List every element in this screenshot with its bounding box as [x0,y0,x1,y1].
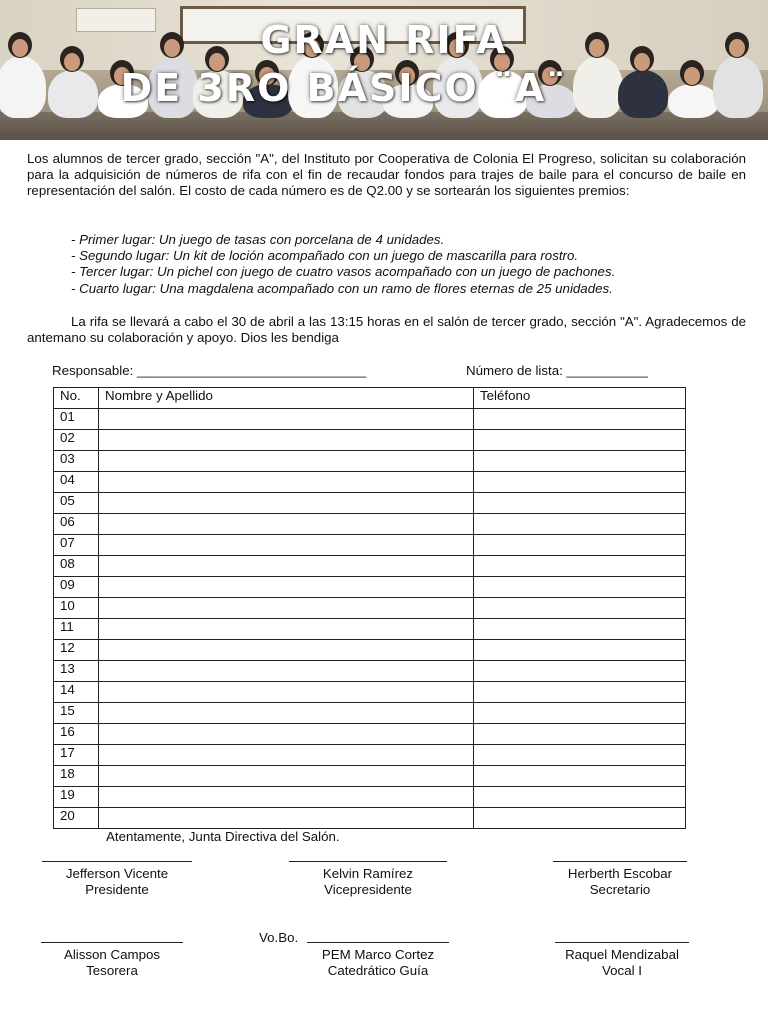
row-number: 02 [54,430,99,451]
name-cell[interactable] [99,682,474,703]
responsable-field[interactable]: Responsable: _______________________________ [52,363,367,378]
table-row [54,493,686,514]
name-cell[interactable] [99,640,474,661]
prize-item: - Segundo lugar: Un kit de loción acompañado con un juego de mascarilla para rostro. [71,248,579,264]
table-row [54,514,686,535]
signer-name: Herberth Escobar [567,866,673,881]
phone-cell[interactable] [474,514,686,535]
signer-name: PEM Marco Cortez [321,947,435,962]
name-cell[interactable] [99,514,474,535]
table-row [54,409,686,430]
signer-role: Tesorera [86,963,138,978]
phone-cell[interactable] [474,472,686,493]
prize-list [71,232,615,297]
name-cell[interactable] [99,619,474,640]
name-cell[interactable] [99,766,474,787]
table-header-row [54,388,686,409]
row-number: 08 [54,556,99,577]
row-number: 07 [54,535,99,556]
table-row [54,682,686,703]
row-number: 20 [54,808,99,829]
header-number: No. [54,388,99,409]
signature-block [37,861,197,898]
row-number: 12 [54,640,99,661]
signer-name: Jefferson Vicente [65,866,169,881]
row-number: 06 [54,514,99,535]
row-number: 13 [54,661,99,682]
signer-role: Catedrático Guía [327,963,429,978]
phone-cell[interactable] [474,556,686,577]
row-number: 01 [54,409,99,430]
phone-cell[interactable] [474,808,686,829]
table-row [54,640,686,661]
list-number-field[interactable]: Número de lista: ___________ [466,363,648,378]
signer-name: Kelvin Ramírez [322,866,414,881]
intro-paragraph: Los alumnos de tercer grado, sección "A", del Instituto por Cooperativa de Colonia El Progreso, solicitan su colaboración para la adquisición de números de rifa con el fin de recaudar fondos para trajes de baile para el concurso de baile en representación del salón. El costo de cada número es de Q2.00 y se sortearán los siguientes premios: [27,151,746,199]
signature-block [37,942,187,979]
table-row [54,787,686,808]
table-row [54,556,686,577]
table-row [54,577,686,598]
phone-cell[interactable] [474,766,686,787]
row-number: 05 [54,493,99,514]
signature-line [555,942,689,943]
signer-role: Presidente [85,882,149,897]
table-row [54,619,686,640]
header-name: Nombre y Apellido [99,388,474,409]
banner-photo [0,0,768,140]
phone-cell[interactable] [474,682,686,703]
name-cell[interactable] [99,661,474,682]
signature-line [289,861,447,862]
banner-title-line1: GRAN RIFA [260,18,508,62]
name-cell[interactable] [99,493,474,514]
phone-cell[interactable] [474,703,686,724]
table-row [54,808,686,829]
signer-name: Raquel Mendizabal [565,947,679,962]
row-number: 03 [54,451,99,472]
phone-cell[interactable] [474,661,686,682]
signature-line [42,861,192,862]
banner-title-line2: DE 3RO BÁSICO ¨A¨ [120,66,568,110]
table-row [54,451,686,472]
row-number: 15 [54,703,99,724]
name-cell[interactable] [99,703,474,724]
row-number: 17 [54,745,99,766]
row-number: 11 [54,619,99,640]
prize-item: - Cuarto lugar: Una magdalena acompañado con un ramo de flores eternas de 25 unidades. [71,280,613,296]
row-number: 10 [54,598,99,619]
name-cell[interactable] [99,745,474,766]
table-row [54,472,686,493]
name-cell[interactable] [99,556,474,577]
prize-item: - Tercer lugar: Un pichel con juego de cuatro vasos acompañado con un juego de pachones. [71,264,616,280]
phone-cell[interactable] [474,535,686,556]
phone-cell[interactable] [474,619,686,640]
signature-block [300,942,456,979]
signature-block [552,942,692,979]
name-cell[interactable] [99,598,474,619]
table-row [54,766,686,787]
phone-cell[interactable] [474,409,686,430]
vobo-label: Vo.Bo. [259,930,299,945]
phone-cell[interactable] [474,577,686,598]
signer-role: Vicepresidente [324,882,412,897]
name-cell[interactable] [99,430,474,451]
name-cell[interactable] [99,409,474,430]
closing-text: Atentamente, Junta Directiva del Salón. [106,829,340,844]
signature-line [553,861,687,862]
signature-block [550,861,690,898]
signature-line [307,942,449,943]
name-cell[interactable] [99,787,474,808]
phone-cell[interactable] [474,451,686,472]
phone-cell[interactable] [474,640,686,661]
table-row [54,430,686,451]
prize-item: - Primer lugar: Un juego de tasas con porcelana de 4 unidades. [71,232,445,247]
signer-name: Alisson Campos [63,947,161,962]
table-row [54,745,686,766]
details-text: La rifa se llevará a cabo el 30 de abril a las 13:15 horas en el salón de tercer grado, sección "A". Agradecemos de antemano su colaboración y apoyo. Dios les bendiga [27,314,746,346]
row-number: 04 [54,472,99,493]
name-cell[interactable] [99,472,474,493]
name-cell[interactable] [99,535,474,556]
table-row [54,598,686,619]
details-paragraph [27,314,746,346]
phone-cell[interactable] [474,598,686,619]
row-number: 19 [54,787,99,808]
table-row [54,535,686,556]
signer-role: Secretario [589,882,651,897]
row-number: 16 [54,724,99,745]
table-row [54,661,686,682]
phone-cell[interactable] [474,724,686,745]
table-row [54,703,686,724]
phone-cell[interactable] [474,430,686,451]
name-cell[interactable] [99,724,474,745]
row-number: 09 [54,577,99,598]
name-cell[interactable] [99,577,474,598]
phone-cell[interactable] [474,493,686,514]
table-row [54,724,686,745]
signature-line [41,942,183,943]
phone-cell[interactable] [474,787,686,808]
header-phone: Teléfono [474,388,686,409]
name-cell[interactable] [99,808,474,829]
buyers-table [53,387,686,829]
phone-cell[interactable] [474,745,686,766]
signature-block [288,861,448,898]
row-number: 14 [54,682,99,703]
row-number: 18 [54,766,99,787]
signer-role: Vocal I [602,963,642,978]
name-cell[interactable] [99,451,474,472]
